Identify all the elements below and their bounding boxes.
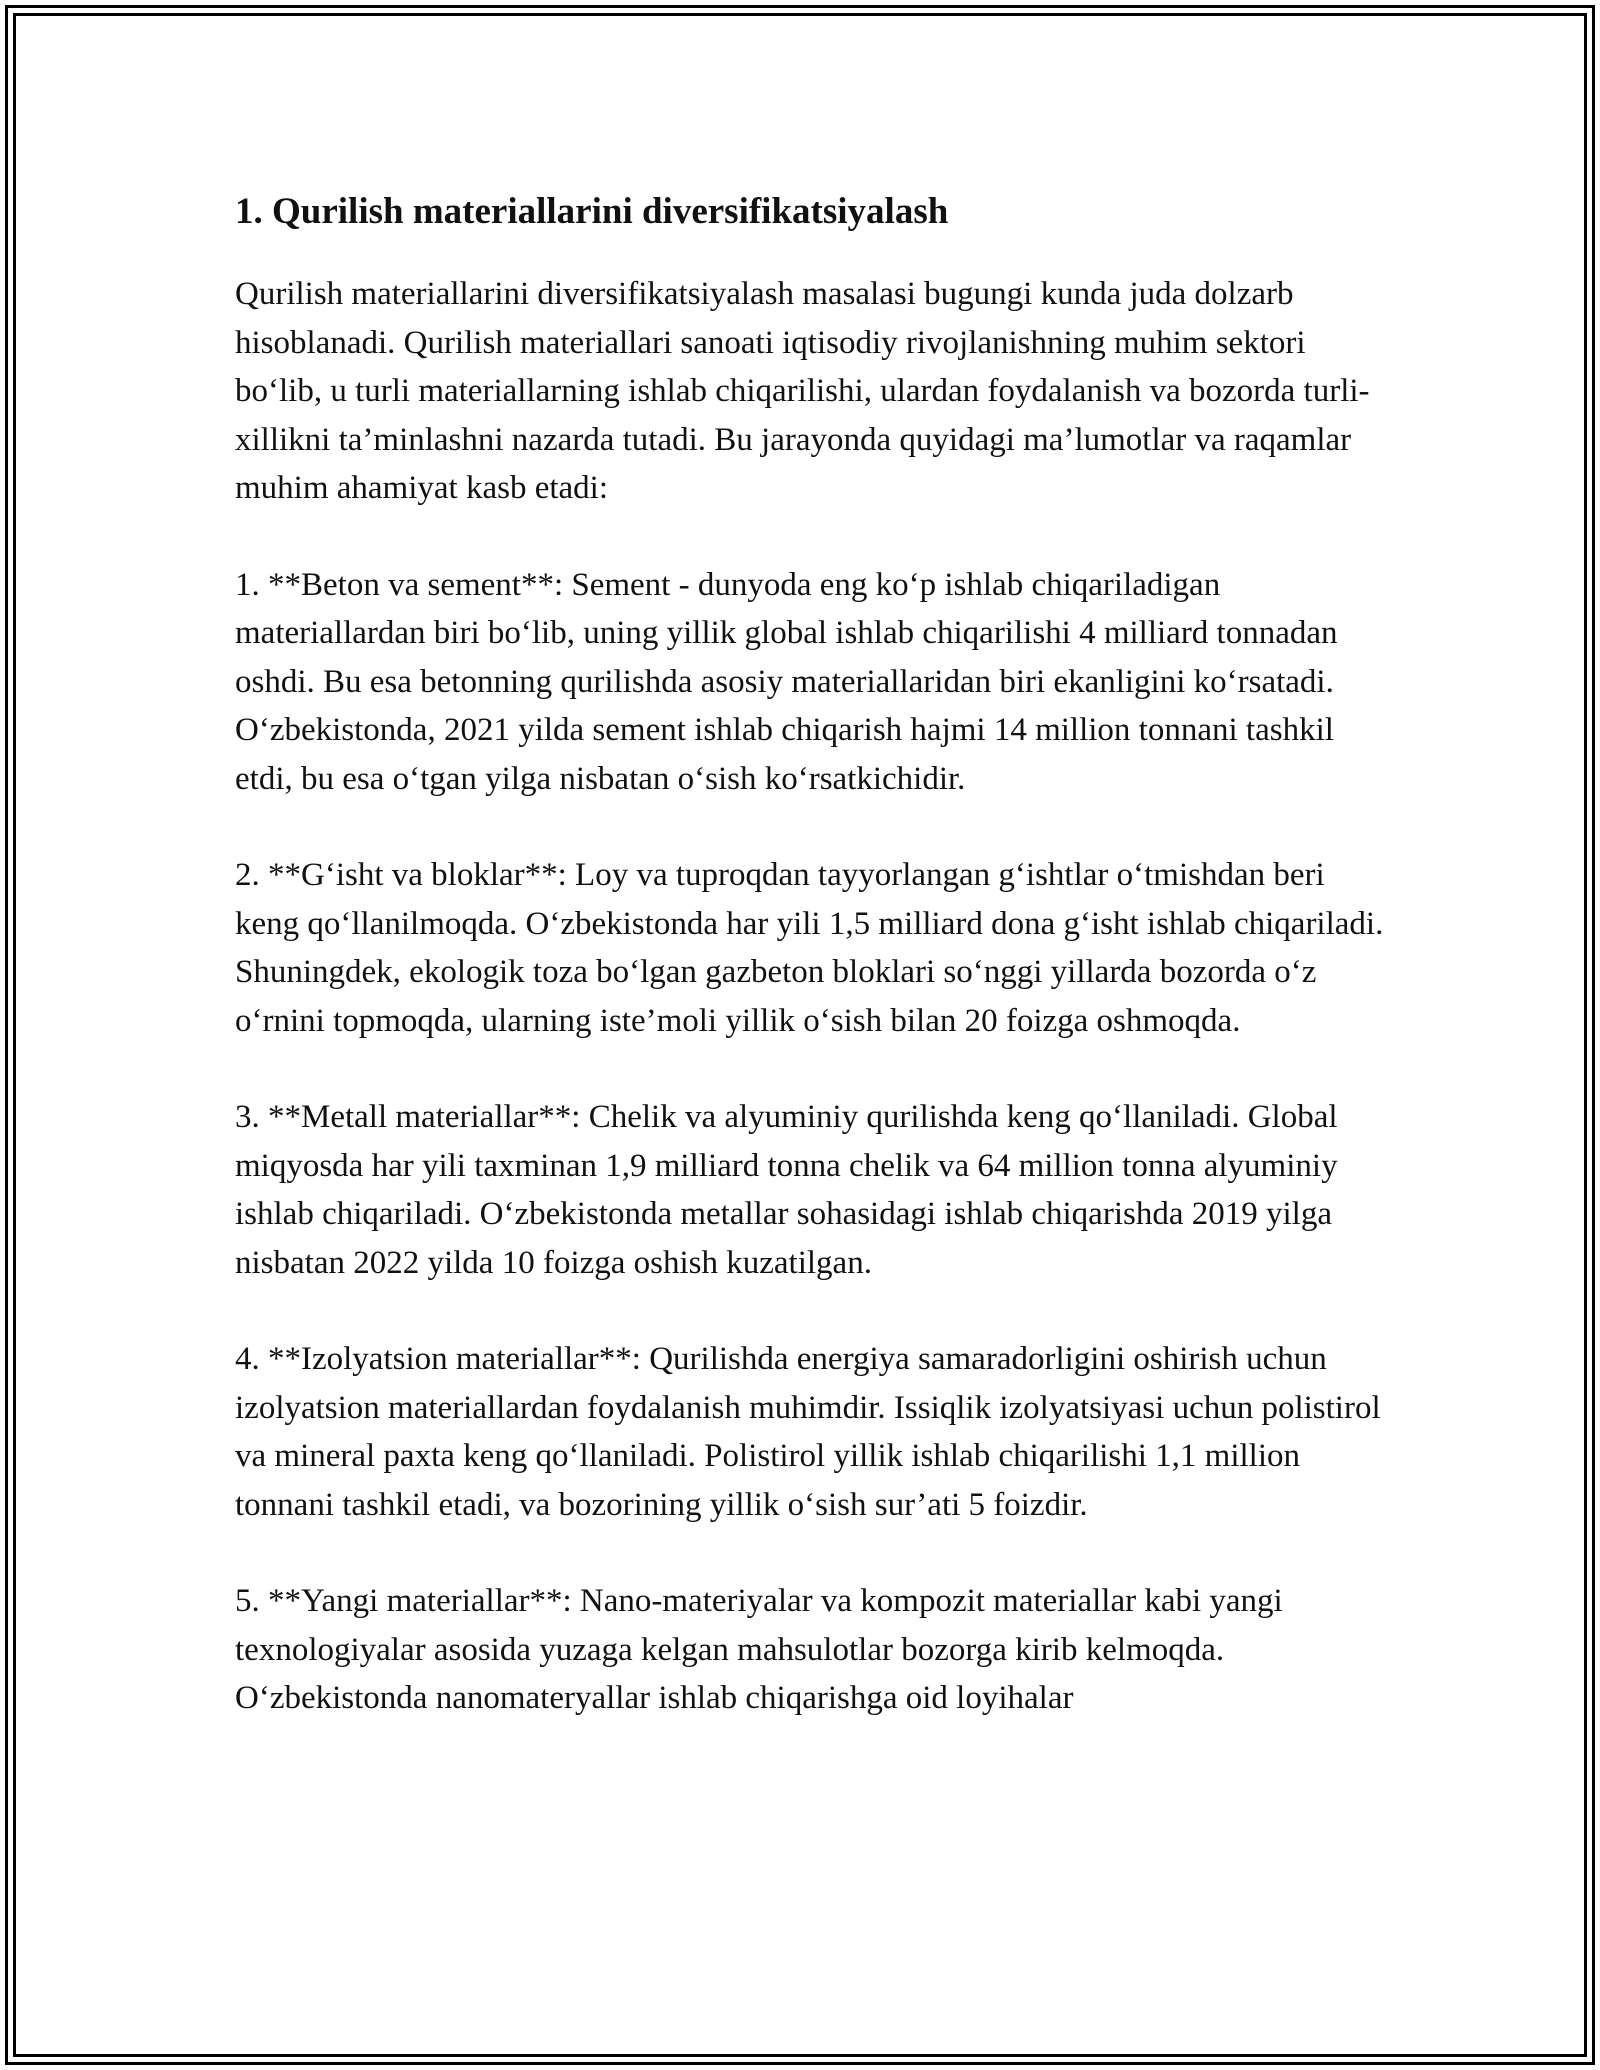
item-yangi-materiallar-paragraph: 5. **Yangi materiallar**: Nano-materiyalar va kompozit materiallar kabi yangi texnologiyalar asosida yuzaga kelgan mahsulotlar bozorga kirib kelmoqda. O‘zbekistonda nanomateryallar ishlab chiqarishga oid loyihalar <box>235 1583 1283 1716</box>
item-izolyatsion-materiallar-paragraph: 4. **Izolyatsion materiallar**: Qurilishda energiya samaradorligini oshirish uchun izolyatsion materiallardan foydalanish muhimdir. Issiqlik izolyatsiyasi uchun polistirol va mineral paxta keng qo‘llaniladi. Polistirol yillik ishlab chiqarilishi 1,1 million tonnani tashkil etadi, va bozorining yillik o‘sish sur’ati 5 foizdir. <box>235 1341 1381 1523</box>
item-metall-materiallar-paragraph: 3. **Metall materiallar**: Chelik va alyuminiy qurilishda keng qo‘llaniladi. Global miqyosda har yili taxminan 1,9 milliard tonna chelik va 64 million tonna alyuminiy ishlab chiqariladi. O‘zbekistonda metallar sohasidagi ishlab chiqarishda 2019 yilga nisbatan 2022 yilda 10 foizga oshish kuzatilgan. <box>235 1099 1338 1281</box>
document-title: 1. Qurilish materiallarini diversifikatsiyalash <box>235 191 949 232</box>
item-beton-sement-paragraph: 1. **Beton va sement**: Sement - dunyoda eng ko‘p ishlab chiqariladigan materiallardan biri bo‘lib, uning yillik global ishlab chiqarilishi 4 milliard tonnadan oshdi. Bu esa betonning qurilishda asosiy materiallaridan biri ekanligini ko‘rsatadi. O‘zbekistonda, 2021 yilda sement ishlab chiqarish hajmi 14 million tonnani tashkil etdi, bu esa o‘tgan yilga nisbatan o‘sish ko‘rsatkichidir. <box>235 566 1338 797</box>
intro-paragraph: Qurilish materiallarini diversifikatsiyalash masalasi bugungi kunda juda dolzarb hisoblanadi. Qurilish materiallari sanoati iqtisodiy rivojlanishning muhim sektori bo‘lib, u turli materiallarning ishlab chiqarilishi, ulardan foydalanish va bozorda turli-xillikni ta’minlashni nazarda tutadi. Bu jarayonda quyidagi ma’lumotlar va raqamlar muhim ahamiyat kasb etadi: <box>235 276 1370 506</box>
document-body <box>235 188 1385 1771</box>
item-gisht-bloklar-paragraph: 2. **G‘isht va bloklar**: Loy va tuproqdan tayyorlangan g‘ishtlar o‘tmishdan beri keng qo‘llanilmoqda. O‘zbekistonda har yili 1,5 milliard dona g‘isht ishlab chiqariladi. Shuningdek, ekologik toza bo‘lgan gazbeton bloklari so‘nggi yillarda bozorda o‘z o‘rnini topmoqda, ularning iste’moli yillik o‘sish bilan 20 foizga oshmoqda. <box>235 857 1384 1039</box>
